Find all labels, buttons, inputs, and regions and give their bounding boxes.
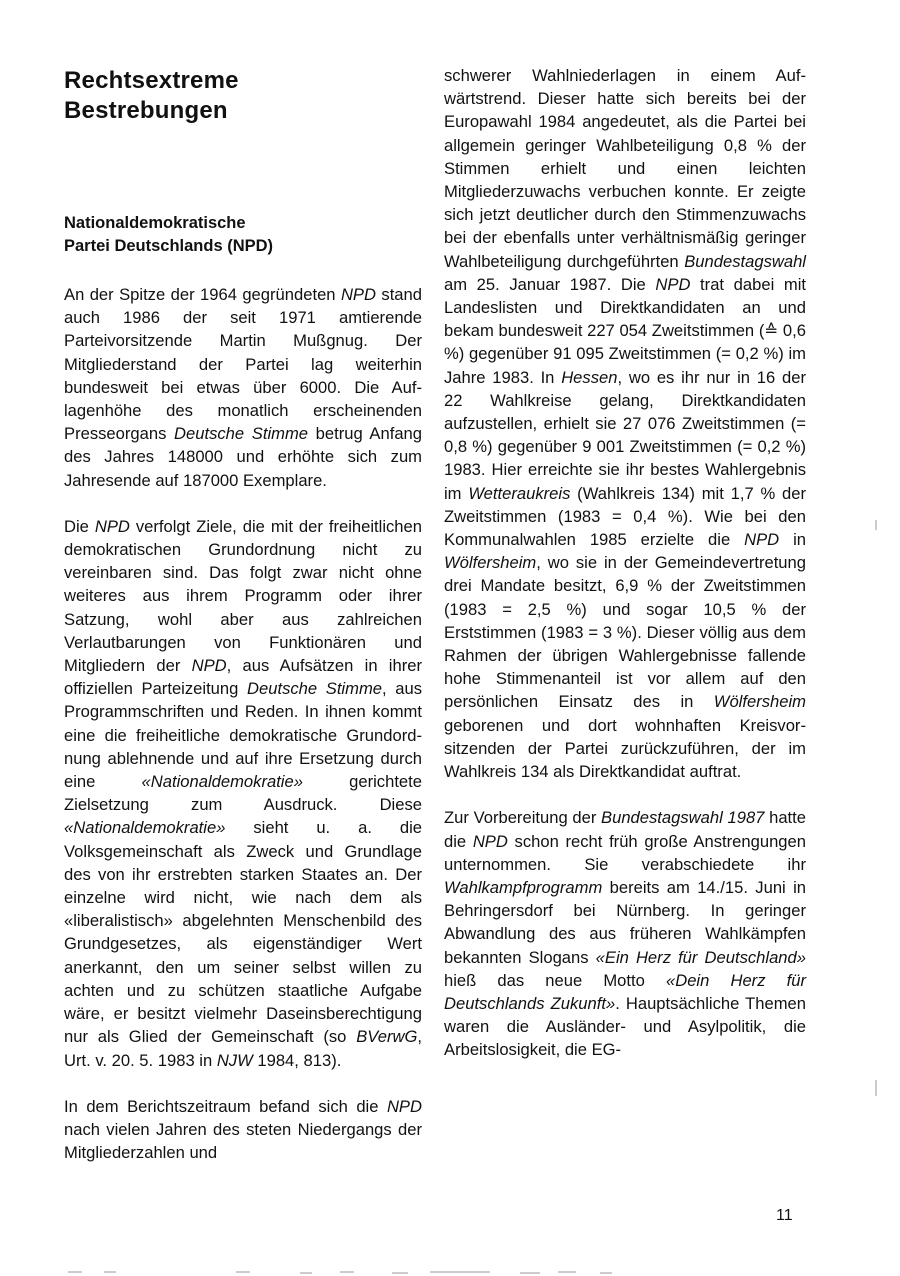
right-column (444, 64, 806, 1062)
section-heading-line-2: Bestrebungen (64, 97, 228, 124)
left-column (64, 64, 422, 1164)
paragraph-election-results: schwerer Wahlniederlagen in einem Aufwärtstrend. Dieser hatte sich bereits bei der Europawahl 1984 angedeutet, als die Partei bei allgemein geringer Wahlbeteiligung 0,8 % der Stimmen erhielt und einen leichten Mitgliederzuwachs verbuchen konnte. Er zeigte sich jetzt deutlicher durch den Stimmenzuwachs bei der ebenfalls unter verhältnismäßig geringer Wahlbeteiligung durchgeführten Bundestagswahl am 25. Januar 1987. Die NPD trat dabei mit Landeslisten und Direktkandidaten an und bekam bundesweit 227 054 Zweitstimmen (≙ 0,6 %) gegenüber 91 095 Zweitstimmen (= 0,2 %) im Jahre 1983. In Hessen, wo es ihr nur in 16 der 22 Wahlkreise gelang, Direktkandidaten aufzustellen, erhielt sie 27 076 Zweitstimmen (= 0,8 %) gegenüber 9 001 Zweitstimmen (= 0,2 %) 1983. Hier erreichte sie ihr bestes Wahlergebnis im Wetteraukreis (Wahlkreis 134) mit 1,7 % der Zweitstimmen (1983 = 0,4 %). Wie bei den Kommunalwahlen 1985 erzielte die NPD in Wölfersheim, wo sie in der Gemeindevertretung drei Mandate besitzt, 6,9 % der Zweitstimmen (1983 = 2,5 %) und sogar 10,5 % der Erststimmen (1983 = 3 %). Dieser völlig aus dem Rahmen der übrigen Wahlergebnisse fallende hohe Stimmenanteil ist vor allem auf den persönlichen Einsatz des in Wölfersheim geborenen und dort wohnhaften Kreisvorsitzenden der Partei zurückzuführen, der im Wahlkreis 134 als Direktkandidat auftrat. (444, 66, 806, 782)
paragraph-campaign-preparation: Zur Vorbereitung der Bundestagswahl 1987 hatte die NPD schon recht früh große Anstrengungen unternommen. Sie verabschiedete ihr Wahlkampfprogramm bereits am 14./15. Juni in Behringersdorf bei Nürnberg. In geringer Abwandlung des aus früheren Wahlkämpfen bekannten Slogans «Ein Herz für Deutschland» hieß das neue Motto «Dein Herz für Deutschlands Zukunft». Hauptsächliche Themen waren die Ausländer- und Asylpolitik, die Arbeitslosigkeit, die EG- (444, 808, 807, 1060)
subsection-heading-line-1: Nationaldemokratische (64, 214, 246, 232)
subsection-heading-line-2: Partei Deutschlands (NPD) (64, 237, 274, 255)
page-number: 11 (776, 1207, 793, 1224)
paragraph-npd-goals: Die NPD verfolgt Ziele, die mit der freiheitlichen demokratischen Grundordnung nicht zu vereinbaren sind. Das folgt zwar nicht ohne weiteres aus ihrem Programm oder ihrer Satzung, wohl aber aus zahlreichen Verlautbarungen von Funktionären und Mitgliedern der NPD, aus Aufsätzen in ihrer offiziellen Parteizeitung Deutsche Stimme, aus Programmschriften und Reden. In ihnen kommt eine die freiheitliche demokratische Grundordnung ablehnende und auf ihre Ersetzung durch eine «Nationaldemokratie» gerichtete Zielsetzung zum Ausdruck. Diese «Nationaldemokratie» sieht u. a. die Volksgemeinschaft als Zweck und Grundlage des von ihr erstrebten starken Staates an. Der einzelne wird nicht, wie nach dem als «liberalistisch» abgelehnten Menschenbild des Grundgesetzes, als eigenständiger Wert anerkannt, den um seiner selbst willen zu achten und zu schützen staatliche Aufgabe wäre, er besitzt vielmehr Daseinsberechtigung nur als Glied der Gemeinschaft (so BVerwG, Urt. v. 20. 5. 1983 in NJW 1984, 813). (64, 516, 422, 1070)
section-heading-line-1: Rechtsextreme (64, 67, 239, 94)
section-heading (64, 64, 422, 126)
paragraph-npd-leadership: An der Spitze der 1964 gegründeten NPD stand auch 1986 der seit 1971 amtierende Parteivorsitzende Martin Mußgnug. Der Mitgliederstand der Partei lag weiterhin bundesweit bei etwas über 6000. Die Auflagenhöhe des monatlich erscheinenden Presseorgans Deutsche Stimme betrug Anfang des Jahres 148000 und erhöhte sich zum Jahresende auf 187000 Exemplare. (64, 285, 423, 490)
paragraph-reporting-period-start: In dem Berichtszeitraum befand sich die NPD nach vielen Jahren des steten Niedergangs der Mitgliederzahlen und (64, 1096, 422, 1163)
subsection-heading (64, 212, 422, 258)
